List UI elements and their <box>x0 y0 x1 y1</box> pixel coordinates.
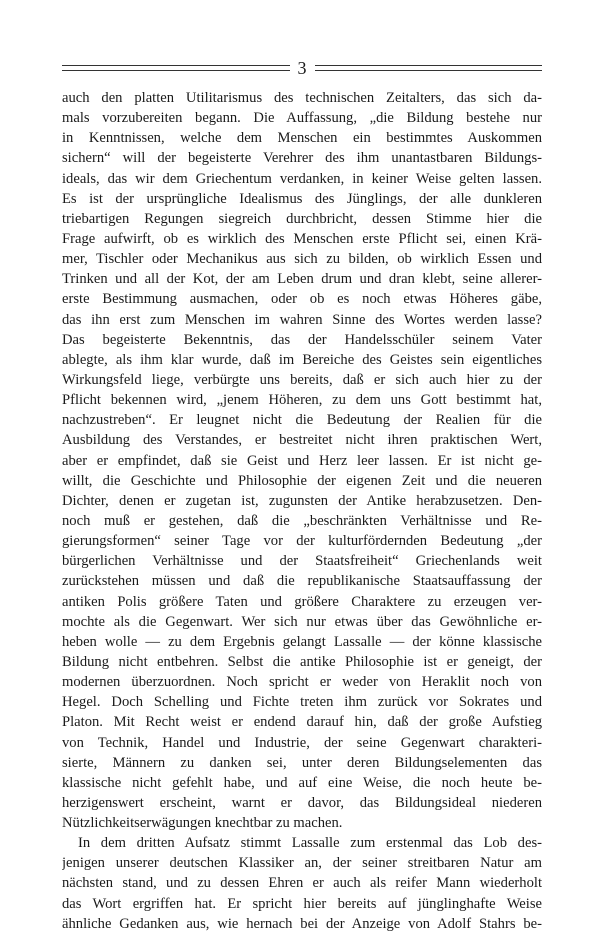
text-line: ideals, das wir dem Griechentum verdanken, in keiner Weise gelten lassen. <box>62 170 542 187</box>
page-number: 3 <box>297 58 307 78</box>
text-line: Dichter, denen er zugetan ist, zugunsten der Antike herabzusetzen. Den- <box>62 492 542 509</box>
text-line: mochte als die Gegenwart. Wer sich nur etwas über das Gewöhnliche er- <box>62 613 542 630</box>
text-line: antiken Polis größere Taten und größere Charaktere zu erzeugen ver- <box>62 593 542 610</box>
text-line: Trinken und all der Kot, der am Leben drum und dran klebt, seine allerer- <box>62 271 542 288</box>
header-rule-left <box>62 65 290 71</box>
text-line: Nützlichkeitserwägungen knechtbar zu machen. <box>62 815 343 832</box>
text-line: Hegel. Doch Schelling und Fichte treten ihm zurück vor Sokrates und <box>62 694 542 711</box>
text-line: herzigenswert erscheint, warnt er davor, das Bildungsideal niederen <box>62 794 542 811</box>
text-line: willt, die Geschichte und Philosophie der eigenen Zeit und die neueren <box>62 472 542 489</box>
text-line: nachzustreben“. Er leugnet nicht die Bedeutung der Realien für die <box>62 412 542 429</box>
text-line: klassische nicht gefehlt habe, und auf eine Weise, die noch heute be- <box>62 774 542 791</box>
text-line: nächsten stand, und zu dessen Ehren er auch als reifer Mann wiederholt <box>62 875 542 892</box>
text-line: Platon. Mit Recht weist er endend darauf hin, daß der große Aufstieg <box>62 714 542 731</box>
text-line: ähnliche Gedanken aus, wie hernach bei der Anzeige von Adolf Stahrs be- <box>62 915 542 932</box>
text-line: ablegte, als ihm klar wurde, daß im Bereiche des Geistes sein eigentliches <box>62 351 542 368</box>
text-line: Das begeisterte Bekenntnis, das der Handelsschüler seinem Vater <box>62 331 542 348</box>
text-line: aber er empfindet, daß sie Geist und Herz leer lassen. Er ist nicht ge- <box>62 452 542 469</box>
text-line: sichern“ will der begeisterte Verehrer des ihm unantastbaren Bildungs- <box>62 150 542 167</box>
page-header <box>62 56 542 80</box>
text-line: mer, Tischler oder Mechanikus aus sich zu bilden, ob wirklich Essen und <box>62 251 542 268</box>
body-text <box>62 88 542 934</box>
text-line: Bildung nicht entbehren. Selbst die antike Philosophie ist er geneigt, der <box>62 653 542 670</box>
text-line: bürgerlichen Verhältnisse und der Staatsfreiheit“ Griechenlands weit <box>62 553 542 570</box>
text-line: mals vorzubereiten begann. Die Auffassung, „die Bildung bestehe nur <box>62 110 542 127</box>
text-line: Wirkungsfeld liege, verbürgte uns bereits, daß er sich auch hier zu der <box>62 371 542 388</box>
text-line: modernen überzuordnen. Noch spricht er weder von Heraklit noch von <box>62 674 542 691</box>
text-line: das ihn erst zum Menschen im wahren Sinne des Wortes werden lasse? <box>62 311 542 328</box>
text-line: auch den platten Utilitarismus des technischen Zeitalters, das sich da- <box>62 90 542 106</box>
text-line: triebartigen Regungen siegreich durchbricht, dessen Stimme hier die <box>62 210 542 227</box>
text-line: von Technik, Handel und Industrie, der seine Gegenwart charakteri- <box>62 734 542 751</box>
text-line: jenigen unserer deutschen Klassiker an, der seiner streitbaren Natur am <box>62 855 542 872</box>
text-line: das Wort ergriffen hat. Er spricht hier bereits auf jünglinghafte Weise <box>62 895 542 912</box>
text-line: Ausbildung des Verstandes, er bestreitet nicht ihren praktischen Wert, <box>62 432 542 449</box>
text-line: In dem dritten Aufsatz stimmt Lassalle zum erstenmal das Lob des- <box>78 835 542 852</box>
text-line: in Kenntnissen, welche dem Menschen ein bestimmtes Auskommen <box>62 130 542 147</box>
text-line: gierungsformen“ seiner Tage vor der kulturfördernden Bedeutung „der <box>62 533 542 550</box>
text-line: zurückstehen müssen und daß die republikanische Staatsauffassung der <box>62 573 542 590</box>
text-line: sierte, Männern zu danken sei, unter deren Bildungselementen das <box>62 754 542 771</box>
text-line: heben wolle — zu dem Ergebnis gelangt Lassalle — der könne klassische <box>62 633 542 650</box>
text-line: Es ist der ursprüngliche Idealismus des Jünglings, der alle dunkleren <box>62 190 542 207</box>
text-line: Frage aufwirft, ob es wirklich des Menschen erste Pflicht sei, einen Krä- <box>62 230 542 247</box>
text-line: erste Bestimmung ausmachen, oder ob es noch etwas Höheres gäbe, <box>62 291 542 308</box>
text-line: noch muß er gestehen, daß die „beschränkten Verhältnisse und Re- <box>62 512 542 529</box>
header-rule-right <box>315 65 543 71</box>
text-line: Pflicht bekennen wird, „jenem Höheren, zu dem uns Gott bestimmt hat, <box>62 392 542 409</box>
